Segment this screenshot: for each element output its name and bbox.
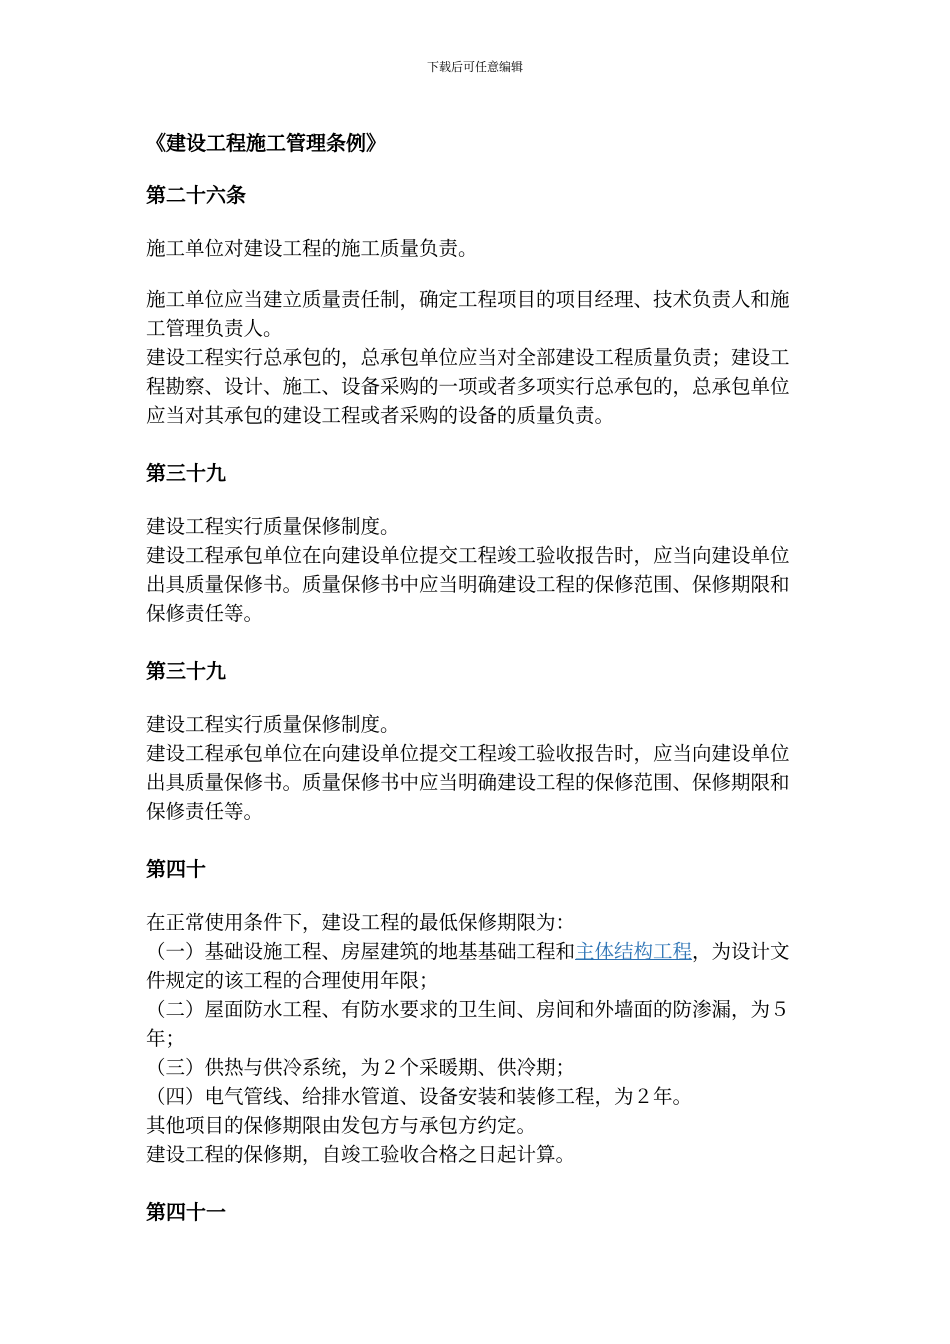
article-41 (146, 1197, 806, 1227)
paragraph: 建设工程的保修期，自竣工验收合格之日起计算。 (146, 1143, 576, 1166)
item-text: ，为设计文件规定的该工程的合理使用年限； (146, 940, 790, 992)
paragraph: 施工单位对建设工程的施工质量负责。 (146, 237, 478, 260)
list-item: （四）电气管线、给排水管道、设备安装和装修工程，为２年。 (146, 1085, 693, 1108)
article-heading: 第四十 (146, 857, 206, 881)
header-note: 下载后可任意编辑 (426, 60, 523, 74)
paragraph: 建设工程承包单位在向建设单位提交工程竣工验收报告时，应当向建设单位出具质量保修书。质量保修书中应当明确建设工程的保修范围、保修期限和保修责任等。 (146, 742, 790, 823)
paragraph: 建设工程实行质量保修制度。 (146, 713, 400, 736)
article-40 (146, 854, 806, 1169)
paragraph: 建设工程实行总承包的，总承包单位应当对全部建设工程质量负责；建设工程勘察、设计、施工、设备采购的一项或者多项实行总承包的，总承包单位应当对其承包的建设工程或者采购的设备的质量负责。 (146, 346, 790, 427)
list-item: （二）屋面防水工程、有防水要求的卫生间、房间和外墙面的防渗漏，为５年； (146, 998, 790, 1050)
paragraph: 在正常使用条件下，建设工程的最低保修期限为： (146, 911, 576, 934)
article-26 (146, 180, 806, 430)
item-text: （一）基础设施工程、房屋建筑的地基基础工程和 (146, 940, 576, 963)
paragraph: 建设工程承包单位在向建设单位提交工程竣工验收报告时，应当向建设单位出具质量保修书。质量保修书中应当明确建设工程的保修范围、保修期限和保修责任等。 (146, 544, 790, 625)
document-title: 《建设工程施工管理条例》 (146, 131, 386, 155)
paragraph: 建设工程实行质量保修制度。 (146, 515, 400, 538)
main-structure-link[interactable]: 主体结构工程 (575, 940, 693, 963)
article-heading: 第三十九 (146, 659, 226, 683)
paragraph: 施工单位应当建立质量责任制，确定工程项目的项目经理、技术负责人和施工管理负责人。 (146, 288, 790, 340)
article-39-b (146, 656, 806, 826)
paragraph: 其他项目的保修期限由发包方与承包方约定。 (146, 1114, 537, 1137)
article-heading: 第四十一 (146, 1200, 226, 1224)
list-item (146, 937, 806, 995)
article-heading: 第二十六条 (146, 183, 246, 207)
article-39-a (146, 458, 806, 628)
article-heading: 第三十九 (146, 461, 226, 485)
list-item: （三）供热与供冷系统，为２个采暖期、供冷期； (146, 1056, 576, 1079)
document-body (146, 128, 806, 1255)
